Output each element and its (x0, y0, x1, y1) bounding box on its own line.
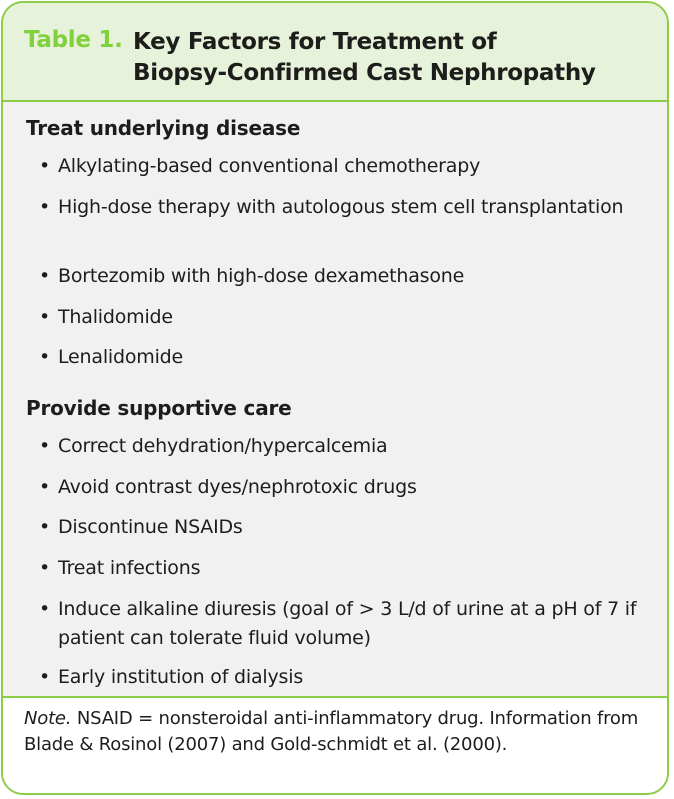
bullet-icon: • (39, 306, 51, 328)
bullet-icon: • (39, 666, 51, 688)
list-item: • Discontinue NSAIDs (39, 513, 649, 542)
table-body (3, 102, 667, 702)
list-item: • High-dose therapy with autologous stem cell transplantation (39, 193, 649, 222)
footnote-label: Note. (24, 708, 72, 729)
list-item: • Thalidomide (39, 303, 649, 332)
bullet-icon: • (39, 476, 51, 498)
bullet-icon: • (39, 155, 51, 177)
section-heading-treat-underlying-disease: Treat underlying disease (26, 116, 301, 140)
table-title-line-1: Key Factors for Treatment of (133, 29, 497, 55)
list-item: • Treat infections (39, 554, 649, 583)
list-item: • Lenalidomide (39, 343, 649, 372)
table-header (3, 3, 667, 102)
bullet-icon: • (39, 598, 51, 620)
bullet-icon: • (39, 196, 51, 218)
bullet-icon: • (39, 516, 51, 538)
footnote-text: NSAID = nonsteroidal anti-inflammatory drug. Information from Blade & Rosinol (2007) and Gold-schmidt et al. (2000). (24, 708, 639, 755)
bullet-icon: • (39, 557, 51, 579)
list-item: • Bortezomib with high-dose dexamethasone (39, 262, 649, 291)
table-box (1, 1, 669, 795)
table-footnote (3, 696, 667, 793)
table-title (133, 27, 653, 89)
table-title-line-2: Biopsy-Confirmed Cast Nephropathy (133, 60, 596, 86)
list-item: • Correct dehydration/hypercalcemia (39, 432, 649, 461)
table-label: Table 1. (24, 27, 123, 53)
list-item: • Induce alkaline diuresis (goal of > 3 L/d of urine at a pH of 7 if patient can tolerate fluid volume) (39, 595, 649, 653)
list-item: • Early institution of dialysis (39, 663, 649, 692)
bullet-icon: • (39, 435, 51, 457)
list-item: • Alkylating-based conventional chemotherapy (39, 152, 649, 181)
bullet-icon: • (39, 346, 51, 368)
bullet-icon: • (39, 265, 51, 287)
section-heading-provide-supportive-care: Provide supportive care (26, 396, 292, 420)
list-item: • Avoid contrast dyes/nephrotoxic drugs (39, 473, 649, 502)
